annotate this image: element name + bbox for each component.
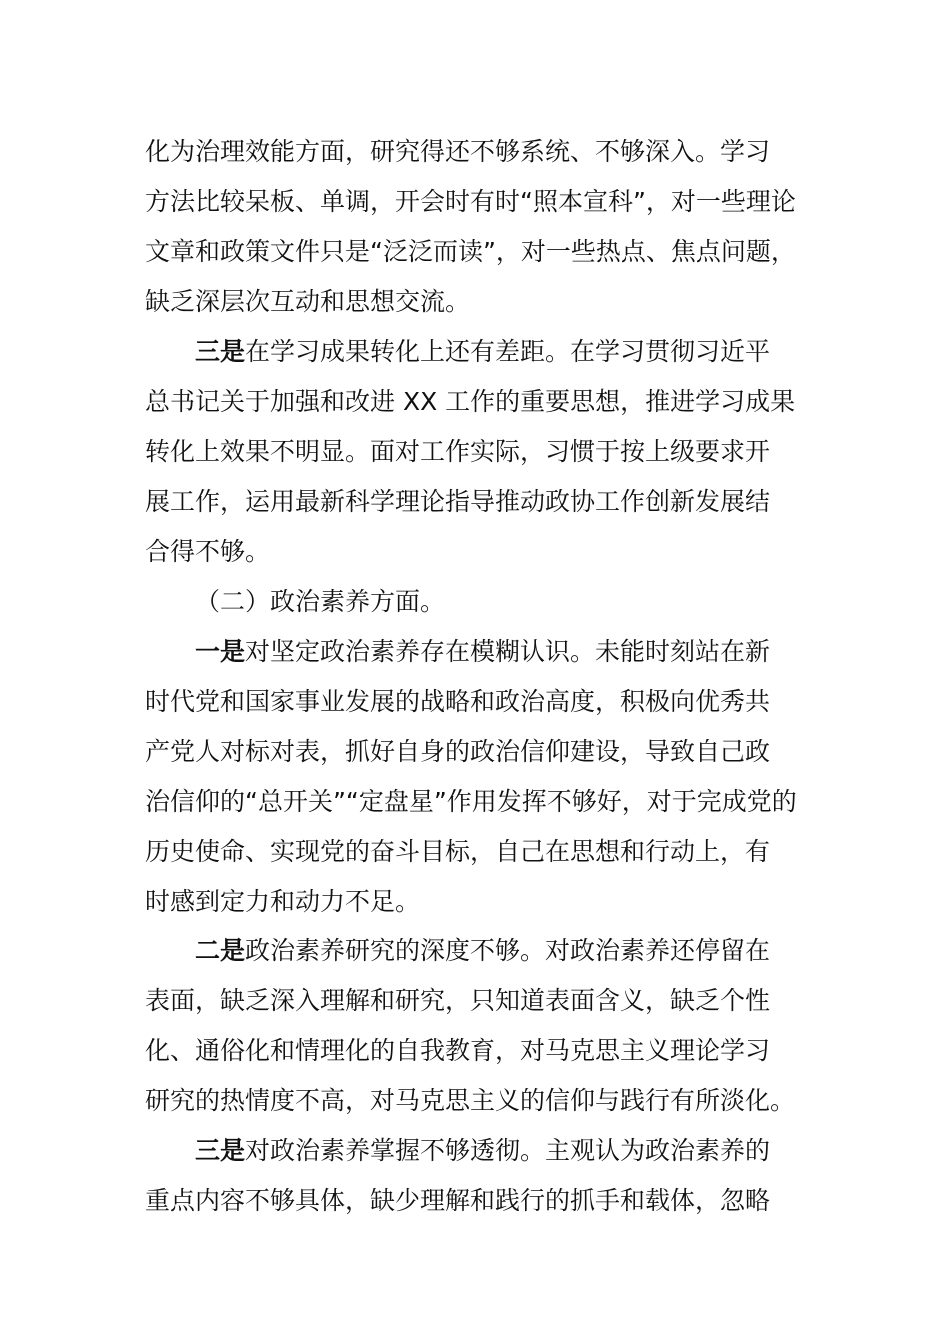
text-line: 产党人对标对表，抓好自身的政治信仰建设，导致自己政 [145,737,771,766]
paragraph-first-line [195,935,770,967]
paragraph-lead: 一是 [195,637,246,666]
section-heading: （二）政治素养方面。 [195,587,446,616]
text-line: 转化上效果不明显。面对工作实际，习惯于按上级要求开 [145,437,771,466]
text-line: 化、通俗化和情理化的自我教育，对马克思主义理论学习 [145,1036,771,1065]
text-line: 化为治理效能方面，研究得还不够系统、不够深入。学习 [145,137,771,166]
paragraph-lead: 二是 [195,936,246,965]
text-run: 在学习成果转化上还有差距。在学习贯彻习近平 [245,337,771,366]
text-line: 历史使命、实现党的奋斗目标，自己在思想和行动上，有 [145,837,771,866]
text-line: 文章和政策文件只是“泛泛而读”，对一些热点、焦点问题， [145,237,796,266]
text-line: 方法比较呆板、单调，开会时有时“照本宣科”，对一些理论 [145,187,796,216]
text-line: 总书记关于加强和改进 XX 工作的重要思想，推进学习成果 [145,387,796,416]
paragraph-lead: 三是 [195,337,246,366]
paragraph-lead: 三是 [195,1136,246,1165]
paragraph-first-line [195,1135,770,1167]
text-line: 合得不够。 [145,537,271,566]
text-line: 治信仰的“总开关”“定盘星”作用发挥不够好，对于完成党的 [145,787,797,816]
text-line: 研究的热情度不高，对马克思主义的信仰与践行有所淡化。 [145,1086,796,1115]
text-line: 缺乏深层次互动和思想交流。 [145,287,471,316]
text-line: 表面，缺乏深入理解和研究，只知道表面含义，缺乏个性 [145,986,771,1015]
text-run: 对政治素养掌握不够透彻。主观认为政治素养的 [245,1136,771,1165]
text-line: 展工作，运用最新科学理论指导推动政协工作创新发展结 [145,487,771,516]
text-line: 时代党和国家事业发展的战略和政治高度，积极向优秀共 [145,687,771,716]
text-run: 政治素养研究的深度不够。对政治素养还停留在 [245,936,771,965]
text-line: 重点内容不够具体，缺少理解和践行的抓手和载体，忽略 [145,1186,771,1215]
paragraph-first-line [195,336,770,368]
text-line: 时感到定力和动力不足。 [145,887,421,916]
paragraph-first-line [195,636,770,668]
text-run: 对坚定政治素养存在模糊认识。未能时刻站在新 [245,637,771,666]
